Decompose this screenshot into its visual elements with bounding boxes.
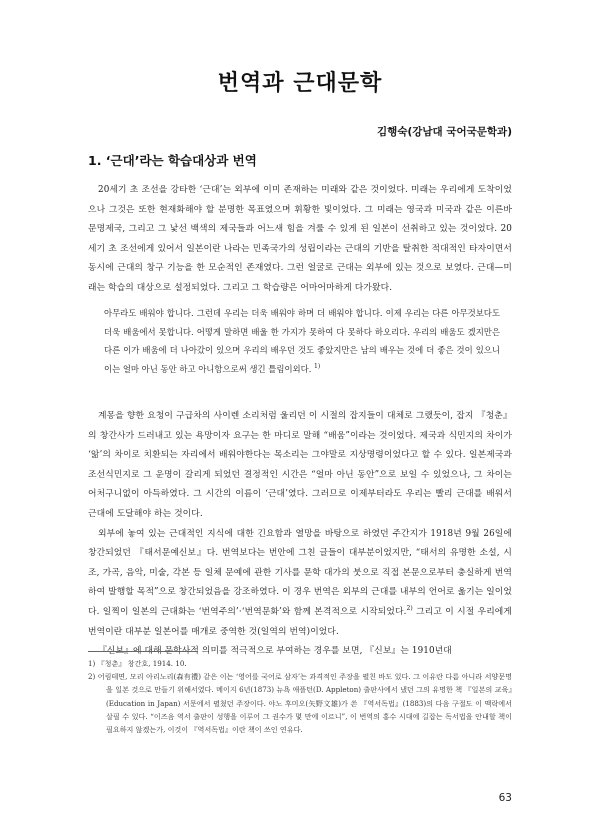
body-paragraph-2: 계몽을 향한 요청이 구급차의 사이렌 소리처럼 울리던 이 시절의 잡지들이 대체로 그랬듯이, 잡지 『청춘』의 창간사가 드러내고 있는 욕망이자 요구는 한 마디로 말해 “배움”이라는 것이었다. 제국과 식민지의 차이가 ‘앎’의 차이로 치환되는 자리에서 배워야한다는 목소리는 그야말로 지상명령이었다고 할 수 있다. 일본제국과 조선식민지로 그 운명이 갈리게 되었던 결정적인 시간은 “얼마 아닌 동안”으로 보일 수 있었으나, 그 차이는 어처구니없이 아득하였다. 그 시간의 이름이 ‘근대’였다. 그러므로 이제부터라도 우리는 빨리 근대를 배워서 근대에 도달해야 하는 것이다. xyxy=(88,411,512,519)
paragraph-3-text-cont: 그리고 이 시절 우리에게 번역이란 대부분 일본어를 매개로 중역한 것(일역의 번역)이었다. xyxy=(88,606,512,637)
footnotes xyxy=(88,657,512,736)
body-paragraph-3 xyxy=(88,525,512,643)
paragraph-3-text: 외부에 놓여 있는 근대적인 지식에 대한 긴요함과 열망을 바탕으로 하였던 주간지가 1918년 9월 26일에 창간되었던 『태서문예신보』다. 번역보다는 번안에 그친 글들이 대부분이었지만, “태서의 유명한 소설, 시조, 가곡, 음악, 미술, 각본 등 일체 문예에 관한 기사를 문학 대가의 붓으로 직접 본문으로부터 충실하게 번역하여 발행할 목적”으로 창간되었음을 강조하였다. 이 경우 번역은 외부의 근대를 내부의 언어로 옮기는 일이었다. 일찍이 일본의 근대화는 ‘번역주의’·‘번역문화’와 함께 본격적으로 시작되었다. xyxy=(88,528,512,617)
body-text-block xyxy=(88,407,512,662)
author-line: 김행숙(강남대 국어국문학과) xyxy=(377,126,512,138)
body-paragraph-4: 『신보』에 대해 문학사적 의미를 적극적으로 부여하는 경우를 보면, 『신보』는 1910년대 xyxy=(98,646,452,657)
block-quote xyxy=(104,304,500,378)
footnote-ref-1: 1) xyxy=(314,362,321,370)
footnote-1: 1) 『청춘』 창간호, 1914. 10. xyxy=(88,659,187,668)
footnote-ref-2: 2) xyxy=(406,605,413,613)
page-number: 63 xyxy=(498,792,512,804)
body-paragraph-1-block xyxy=(88,181,512,299)
article-title: 번역과 근대문학 xyxy=(217,71,383,96)
footnote-divider xyxy=(88,651,198,652)
footnote-2: 2) 어림테면, 모리 아리노리(森有禮) 같은 이는 ‘영어를 국어로 삼자’는 과격적인 주장을 펼친 바도 있다. 그 이유란 다름 아니라 서양문명을 일본 것으로 만들기 위해서였다. 메이지 6년(1873) 뉴욕 애플턴(D. Appleton) 출판사에서 냈던 그의 유명한 책 『일본의 교육』(Education in Japan) 서문에서 펼쳤던 주장이다. 야노 후미오(矢野文雄)가 쓴 『역서독법』(1883)의 다음 구절도 이 맥락에서 살필 수 있다. “이즈음 역서 출판이 성행을 이루어 그 권수가 몇 만에 이르니”, 이 번역의 홍수 시대에 길잡는 독서법을 안내할 책이 필요하지 않겠는가, 이것이 『역서독법』이란 책이 쓰인 연유다. xyxy=(88,672,512,735)
section-heading: 1. ‘근대’라는 학습대상과 번역 xyxy=(88,153,257,168)
body-paragraph-1: 20세기 초 조선을 강타한 ‘근대’는 외부에 이미 존재하는 미래와 같은 것이었다. 미래는 우리에게 도착이었으나 그것은 또한 현재화해야 할 분명한 목표였으며 휘황한 빛이었다. 그 미래는 영국과 미국과 같은 이른바 문명제국, 그리고 그 낯선 백색의 제국들과 어느새 힘을 겨룰 수 있게 된 일본이 선취하고 있는 것이었다. 20세기 초 조선에게 있어서 일본이란 나라는 민족국가의 성립이라는 근대의 기반을 탈취한 적대적인 타자이면서 동시에 근대의 창구 기능을 한 모순적인 존재였다. 그런 얼굴로 근대는 외부에 있는 것으로 보였다. 근대—미래는 학습의 대상으로 설정되었다. 그리고 그 학습량은 어마어마하게 다가왔다. xyxy=(88,185,512,293)
quote-text: 아무라도 배워야 합니다. 그런데 우리는 더욱 배워야 하며 더 배워야 합니다. 이제 우리는 다른 아무것보다도 더욱 배움에서 못합니다. 어떻게 말하면 배울 한 가지가 못하여 다 못하다 하오리다. 우리의 배움도 겠지만은 다른 이가 배움에 더 나아갔이 있으며 우리의 배우던 것도 좋았지만은 남의 배우는 것에 더 좋은 것이 있으니 이는 얼마 아닌 동안 하고 아니함으로써 생긴 틀림이외다. xyxy=(104,308,500,374)
